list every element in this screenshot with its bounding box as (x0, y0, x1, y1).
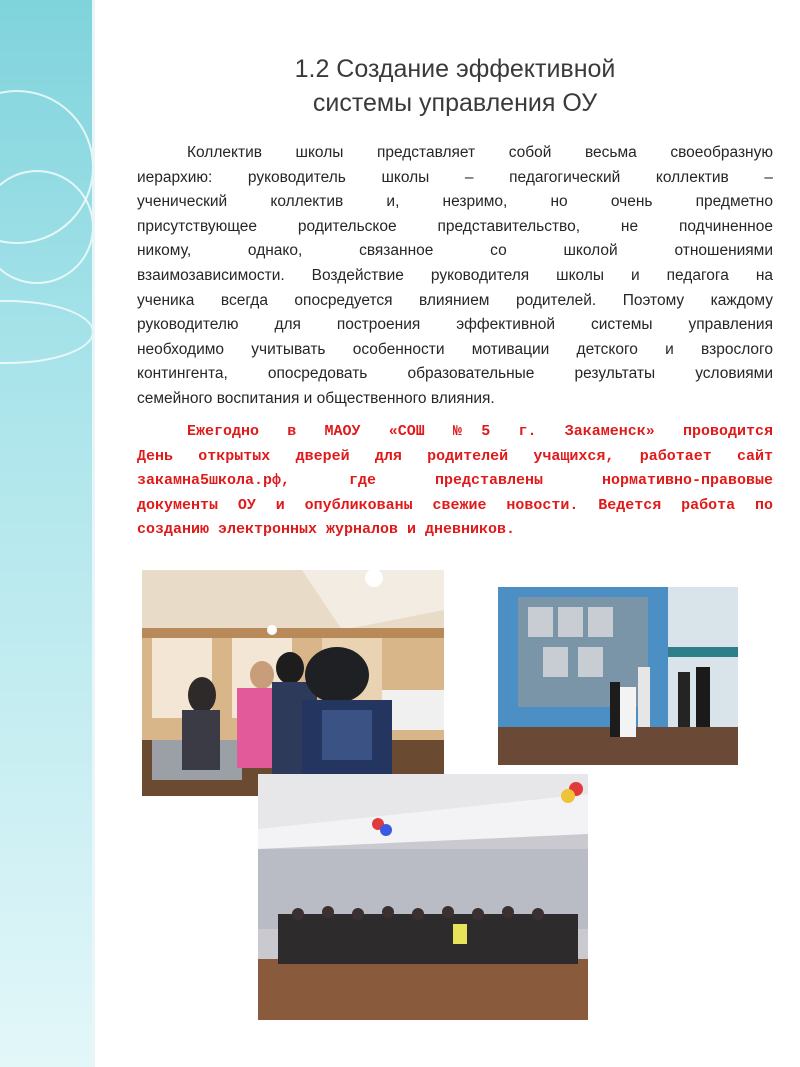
photo-hall-podium (498, 587, 738, 765)
paragraph-line: взаимозависимости. Воздействие руководителя школы и педагога на (137, 266, 773, 284)
paragraph-line: Коллектив школы представляет собой весьма своеобразную (187, 144, 773, 161)
paragraph-line: ученический коллектив и, незримо, но очень предметно (137, 193, 773, 211)
highlight-paragraph (137, 420, 773, 543)
paragraph-line: присутствующее родительское представительство, не подчиненное (137, 217, 773, 235)
title-line-1: 1.2 Создание эффективной (294, 55, 616, 83)
paragraph-line: контингента, опосредовать образовательные результаты условиями (137, 365, 773, 383)
paragraph-line: необходимо учитывать особенности мотивации детского и взрослого (137, 340, 773, 358)
paragraph-line: семейного воспитания и общественного влияния. (137, 389, 495, 407)
highlight-line: День открытых дверей для родителей учащихся, работает сайт (137, 447, 773, 465)
highlight-line: закамна5школа.рф, где представлены нормативно-правовые (137, 472, 773, 489)
paragraph-line: иерархию: руководитель школы – педагогический коллектив – (137, 168, 773, 186)
paragraph-line: никому, однако, связанное со школой отношениями (137, 242, 773, 260)
highlight-line: Ежегодно в МАОУ «СОШ №5 г. Закаменск» проводится (187, 423, 773, 440)
decorative-side-band (0, 0, 92, 1067)
photo-canteen-visitors (142, 570, 444, 796)
paragraph-line: ученика всегда опосредуется влиянием родителей. Поэтому каждому (137, 291, 773, 309)
page-title (110, 52, 800, 120)
side-divider (92, 0, 95, 1067)
paragraph-line: руководителю для построения эффективной системы управления (137, 316, 773, 334)
highlight-line: документы ОУ и опубликованы свежие новости. Ведется работа по (137, 496, 773, 514)
body-paragraph (137, 141, 773, 412)
title-line-2: системы управления ОУ (312, 89, 598, 117)
highlight-line: созданию электронных журналов и дневников. (137, 521, 516, 538)
photo-assembly-hall (258, 774, 588, 1020)
